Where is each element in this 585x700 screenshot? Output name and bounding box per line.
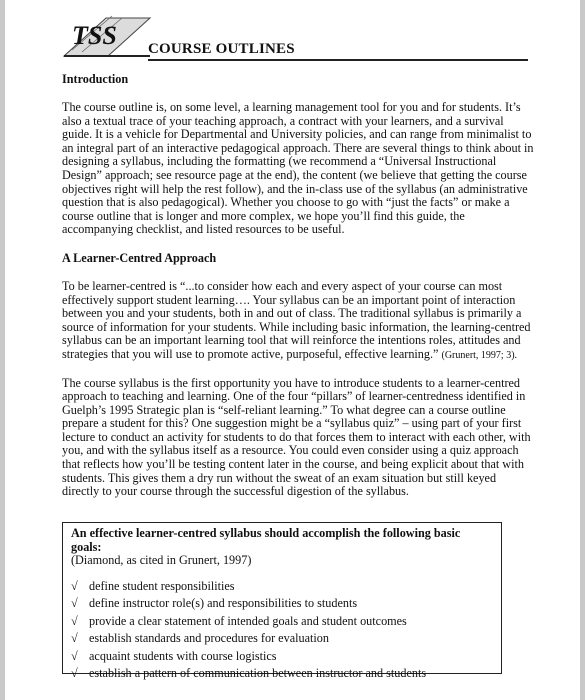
goals-citation: (Diamond, as cited in Grunert, 1997): [71, 553, 252, 568]
goals-title: An effective learner-centred syllabus should accomplish the following basic goals:: [71, 526, 461, 554]
goal-item: √ acquaint students with course logistics: [71, 648, 493, 666]
learner-heading: A Learner-Centred Approach: [62, 250, 217, 265]
header-rule: [148, 59, 528, 61]
intro-heading: Introduction: [62, 72, 129, 86]
goal-item: √ define student responsibilities: [71, 578, 493, 596]
document-body: [62, 72, 536, 513]
learner-citation: (Grunert, 1997; 3).: [441, 349, 518, 361]
page-edge-left: [0, 0, 5, 700]
check-icon: √: [71, 648, 78, 663]
page-title: COURSE OUTLINES: [148, 41, 295, 57]
goals-list: [71, 578, 493, 683]
check-icon: √: [71, 613, 78, 628]
svg-text:TSS: TSS: [72, 21, 117, 50]
page-edge-right: [580, 0, 585, 700]
intro-paragraph: The course outline is, on some level, a learning management tool for you and for students. It’s also a textual trace of your teaching approach, a contract with your learners, and a survival guide. It is a vehicle for Departmental and University policies, and can range from minimalist to an integral part of an interactive pedagogical approach. There are several things to think about in designing a syllabus, including the formatting (we recommend a “Universal Instructional Design” approach; see resource page at the end), the content (we believe that getting the course objectives right will help the rest follow), and the in-class use of the syllabus (an administrative question that is also pedagogical). Whether you choose to go with “just the facts” or make a course outline that is longer and more complex, we hope you’ll find this guide, the accompanying checklist, and listed resources to be useful.: [62, 100, 534, 237]
learner-paragraph-1: [62, 280, 536, 363]
goal-item: √ define instructor role(s) and responsibilities to students: [71, 595, 493, 613]
goal-item: √ establish standards and procedures for evaluation: [71, 630, 493, 648]
goal-item: √ provide a clear statement of intended goals and student outcomes: [71, 613, 493, 631]
document-header: [62, 14, 522, 62]
goal-item: √ establish a pattern of communication between instructor and students: [71, 665, 493, 683]
learner-quote: To be learner-centred is “...to consider how each and every aspect of your course can most effectively support student learning…. Your syllabus can be an important point of interaction between you and your students, both in and out of class. The traditional syllabus is primarily a source of information for your students. While including basic information, the learning-centred syllabus can be an important learning tool that will reinforce the intentions roles, attitudes and strategies that you will use to promote active, purposeful, effective learning.”: [62, 278, 531, 361]
check-icon: √: [71, 666, 78, 681]
check-icon: √: [71, 631, 78, 646]
learner-paragraph-2: The course syllabus is the first opportunity you have to introduce students to a learner-centred approach to teaching and learning. One of the four “pillars” of learner-centredness identified in Guelph’s 1995 Strategic plan is “self-reliant learning.” To what degree can a course outline prepare a student for this? One suggestion might be a “syllabus quiz” – using part of your first lecture to conduct an activity for students to do that forces them to interact with each other, with you, and with the syllabus itself as a resource. You could even consider using a quiz approach that reflects how you’ll be testing content later in the course, and being explicit about that with students. This gives them a dry run without the sweat of an exam situation but still keyed directly to your course through the successful digestion of the syllabus.: [62, 375, 531, 499]
check-icon: √: [71, 596, 78, 611]
check-icon: √: [71, 578, 78, 593]
goals-box: [62, 522, 502, 681]
tss-logo: [62, 14, 154, 60]
